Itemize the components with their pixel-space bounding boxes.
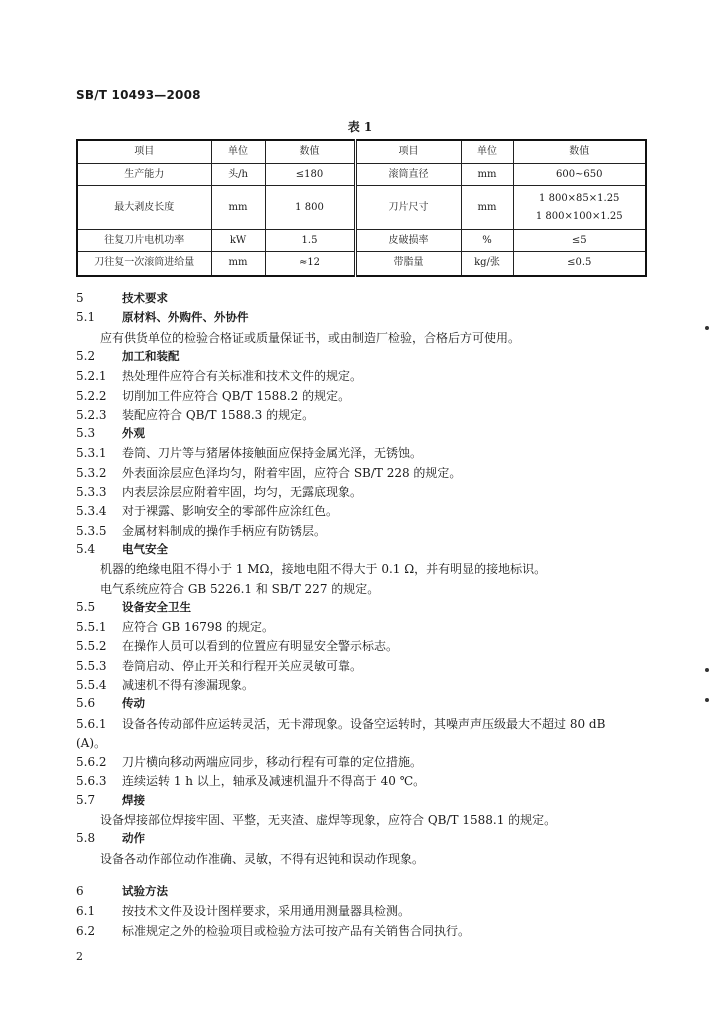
clause (76, 502, 338, 519)
clause-number: 5.5 (76, 600, 96, 614)
clause (76, 715, 605, 732)
clause (76, 676, 254, 693)
section-heading (76, 290, 168, 306)
scan-mark (705, 668, 709, 672)
clause-number: 5.3.4 (76, 504, 107, 518)
table-cell: 最大剥皮长度 (77, 186, 211, 230)
col-header: 项目 (77, 140, 211, 164)
section-heading (76, 425, 145, 441)
table-row (77, 230, 646, 252)
clause-number: 5.3 (76, 426, 96, 440)
table-row (77, 252, 646, 276)
table-cell: 1 800 (265, 186, 355, 230)
clause-text: 热处理件应符合有关标准和技术文件的规定。 (122, 369, 363, 383)
clause-text: 对于裸露、影响安全的零部件应涂红色。 (122, 504, 339, 518)
clause (76, 772, 425, 789)
clause (76, 522, 326, 539)
clause-number: 5 (76, 291, 84, 305)
table-cell: 刀往复一次滚筒进给量 (77, 252, 211, 276)
col-header: 数值 (513, 140, 646, 164)
clause-text: 连续运转 1 h 以上，轴承及减速机温升不得高于 40 ℃。 (122, 774, 426, 788)
col-header: 单位 (211, 140, 265, 164)
heading-text: 加工和装配 (122, 349, 180, 363)
blade-size-2: 1 800×100×1.25 (535, 210, 623, 222)
table-cell: kW (211, 230, 265, 252)
heading-text: 设备安全卫生 (122, 600, 191, 614)
clause-number: 5.6 (76, 696, 96, 710)
table-cell: mm (211, 252, 265, 276)
paragraph: 应有供货单位的检验合格证或质量保证书，或由制造厂检验，合格后方可使用。 (100, 331, 521, 345)
clause-number: 6.1 (76, 904, 96, 918)
table-cell: % (461, 230, 513, 252)
clause-number: 5.3.2 (76, 466, 107, 480)
table-cell: 刀片尺寸 (355, 186, 461, 230)
clause-number: 5.6.2 (76, 755, 107, 769)
page-number: 2 (76, 950, 83, 963)
clause-number: 5.2.3 (76, 408, 107, 422)
scan-mark (705, 326, 709, 330)
table-cell: mm (211, 186, 265, 230)
clause-text: 金属材料制成的操作手柄应有防锈层。 (122, 524, 327, 538)
heading-text: 焊接 (122, 793, 145, 807)
clause-text: 卷筒、刀片等与猪屠体接触面应保持金属光泽，无锈蚀。 (122, 446, 423, 460)
table-cell: 600~650 (513, 164, 646, 186)
paragraph: 电气系统应符合 GB 5226.1 和 SB/T 227 的规定。 (100, 582, 380, 596)
clause-number: 5.5.3 (76, 659, 107, 673)
table-cell: 往复刀片电机功率 (77, 230, 211, 252)
clause-number: 6.2 (76, 924, 96, 938)
clause-number: 5.5.1 (76, 620, 107, 634)
table-cell: 带脂量 (355, 252, 461, 276)
clause (76, 902, 410, 919)
clause (76, 618, 274, 635)
table-cell: ≤0.5 (513, 252, 646, 276)
table-cell: 头/h (211, 164, 265, 186)
clause (76, 406, 314, 423)
clause-text: 标准规定之外的检验项目或检验方法可按产品有关销售合同执行。 (122, 924, 471, 938)
clause-number: 5.6.3 (76, 774, 107, 788)
scan-mark (705, 698, 709, 702)
clause-text: 在操作人员可以看到的位置应有明显安全警示标志。 (122, 639, 399, 653)
section-heading (76, 695, 145, 711)
paragraph: 设备各动作部位动作准确、灵敏，不得有迟钝和误动作现象。 (100, 852, 425, 866)
section-heading (76, 309, 249, 325)
table-cell: kg/张 (461, 252, 513, 276)
clause-number: 5.4 (76, 542, 96, 556)
table-caption: 表 1 (347, 120, 373, 134)
clause-number: 5.1 (76, 310, 96, 324)
heading-text: 电气安全 (122, 542, 168, 556)
heading-text: 原材料、外购件、外协件 (122, 310, 249, 324)
table-cell: 皮破损率 (355, 230, 461, 252)
clause-number: 5.5.2 (76, 639, 107, 653)
clause (76, 483, 362, 500)
table-cell: mm (461, 186, 513, 230)
heading-text: 试验方法 (122, 884, 168, 898)
col-header: 项目 (355, 140, 461, 164)
clause-number: 5.2 (76, 349, 96, 363)
section-heading (76, 830, 145, 846)
clause (76, 637, 398, 654)
table-row (77, 164, 646, 186)
table-cell: 生产能力 (77, 164, 211, 186)
clause-number: 6 (76, 884, 84, 898)
table-row (77, 186, 646, 230)
table-header-row (77, 140, 646, 164)
paragraph: (A)。 (76, 736, 107, 750)
clause-text: 应符合 GB 16798 的规定。 (122, 620, 275, 634)
clause-text: 内表层涂层应附着牢固，均匀，无露底现象。 (122, 485, 363, 499)
clause-text: 切削加工件应符合 QB/T 1588.2 的规定。 (122, 389, 351, 403)
clause-text: 外表面涂层应色泽均匀，附着牢固，应符合 SB/T 228 的规定。 (122, 466, 462, 480)
clause-number: 5.6.1 (76, 717, 107, 731)
spec-table (76, 139, 647, 277)
clause (76, 444, 422, 461)
clause-number: 5.8 (76, 831, 96, 845)
heading-text: 动作 (122, 831, 145, 845)
clause-text: 卷筒启动、停止开关和行程开关应灵敏可靠。 (122, 659, 363, 673)
section-heading (76, 348, 180, 364)
clause-number: 5.5.4 (76, 678, 107, 692)
table-cell: ≤5 (513, 230, 646, 252)
clause-number: 5.7 (76, 793, 96, 807)
heading-text: 传动 (122, 696, 145, 710)
clause-number: 5.2.2 (76, 389, 107, 403)
clause (76, 753, 422, 770)
clause (76, 387, 350, 404)
standard-code: SB/T 10493—2008 (76, 88, 201, 102)
section-heading (76, 883, 168, 899)
clause-text: 减速机不得有渗漏现象。 (122, 678, 255, 692)
section-heading (76, 599, 191, 615)
paragraph: 设备焊接部位焊接牢固、平整，无夹渣、虚焊等现象，应符合 QB/T 1588.1 的规定。 (100, 813, 557, 827)
clause-text: 设备各传动部件应运转灵活，无卡滞现象。设备空运转时，其噪声声压级最大不超过 80 dB (122, 717, 606, 731)
section-heading (76, 541, 168, 557)
table-cell: 滚筒直径 (355, 164, 461, 186)
col-header: 单位 (461, 140, 513, 164)
paragraph: 机器的绝缘电阻不得小于 1 MΩ，接地电阻不得大于 0.1 Ω，并有明显的接地标识。 (100, 562, 547, 576)
table-cell: ≈12 (265, 252, 355, 276)
clause-number: 5.2.1 (76, 369, 107, 383)
section-heading (76, 792, 145, 808)
table-cell: ≤180 (265, 164, 355, 186)
clause (76, 367, 362, 384)
heading-text: 外观 (122, 426, 145, 440)
table-cell: mm (461, 164, 513, 186)
table-cell (513, 186, 646, 230)
table-cell: 1.5 (265, 230, 355, 252)
clause (76, 464, 461, 481)
clause-number: 5.3.5 (76, 524, 107, 538)
clause (76, 657, 362, 674)
col-header: 数值 (265, 140, 355, 164)
heading-text: 技术要求 (122, 291, 168, 305)
clause-number: 5.3.1 (76, 446, 107, 460)
blade-size-1: 1 800×85×1.25 (539, 192, 620, 204)
clause-text: 刀片横向移动两端应同步，移动行程有可靠的定位措施。 (122, 755, 423, 769)
clause-text: 按技术文件及设计图样要求，采用通用测量器具检测。 (122, 904, 411, 918)
clause-text: 装配应符合 QB/T 1588.3 的规定。 (122, 408, 315, 422)
clause (76, 922, 470, 939)
clause-number: 5.3.3 (76, 485, 107, 499)
